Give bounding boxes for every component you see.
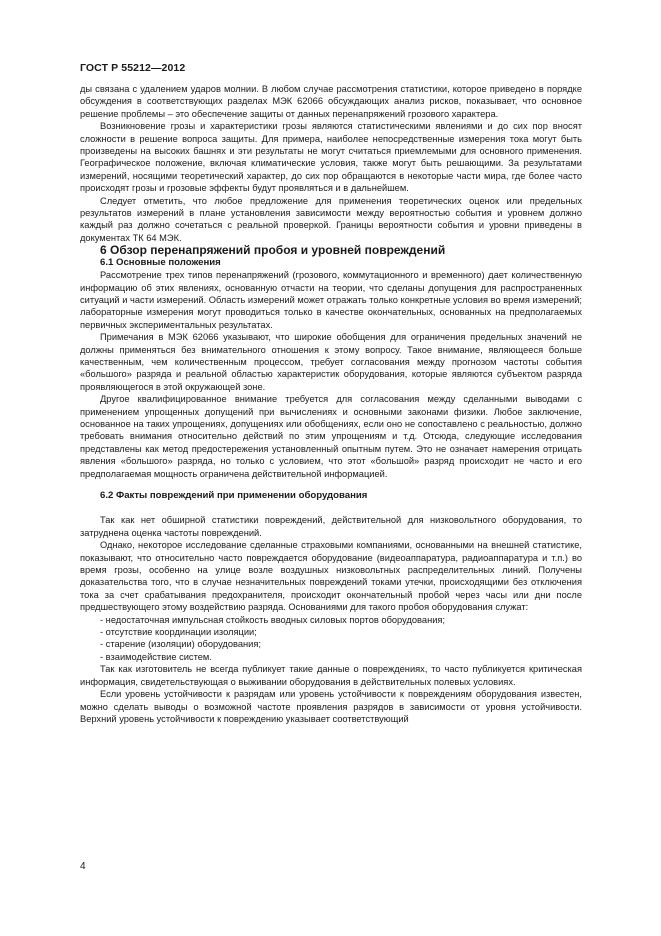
- document-body: [80, 83, 582, 725]
- paragraph: Так как изготовитель не всегда публикует такие данные о повреждениях, то часто публикуется критическая информация, свидетельствующая о выживании оборудования в действительных полевых условиях.: [80, 664, 582, 687]
- list-item: - отсутствие координации изоляции;: [100, 627, 257, 638]
- paragraph: Рассмотрение трех типов перенапряжений (грозового, коммутационного и временного) дает количественную информацию об этих явлениях, основанную отчасти на теории, что сделаны допущения для распространенных ситуаций и части измерений. Область измерений может отражать только конкретные условия во время измерений; лабораторные измерения могут проводиться только в качестве окончательных, основанных на предполагаемых первичных экспериментальных результатах.: [80, 270, 582, 330]
- list-item: - старение (изоляции) оборудования;: [100, 639, 261, 650]
- subsection-heading-6-2: 6.2 Факты повреждений при применении оборудования: [100, 490, 368, 501]
- paragraph: Другое квалифицированное внимание требуется для согласования между сделанными выводами с применением упрощенных допущений при вычислениях и основными законами физики. Любое заключение, основанное на таких упрощениях, допущениях или обобщениях, если оно не сопоставлено с реальностью, должно требовать внимания относительно действий по этим упрощениям и т.д. Отсюда, следующие исследования представлены как метод предостережения установленный опытным путем. Это не означает намерения отрицать явления «большого» разряда, но только с условием, что этот «большой» разряд происходит не часто и его предполагаемая мощность ограничена действительной информацией.: [80, 394, 582, 479]
- list-item: - взаимодействие систем.: [100, 651, 212, 662]
- paragraph: Примечания в МЭК 62066 указывают, что широкие обобщения для ограничения предельных значений не должны применяться без внимательного отношения к этому вопросу. Такое внимание, являющееся больше качественным, чем количественным процессом, требует согласования между прогнозом частоты события «большого» разряда и реальной областью характеристик оборудования, которые являются субъектом разряда проявляющегося в этой окружающей зоне.: [80, 332, 582, 392]
- paragraph: Так как нет обширной статистики повреждений, действительной для низковольтного оборудования, то затруднена оценка частоты повреждений.: [80, 515, 582, 538]
- standard-header: ГОСТ Р 55212—2012: [80, 62, 186, 74]
- paragraph: Следует отметить, что любое предложение для применения теоретических оценок или предельных результатов измерений в плане установления зависимости между вероятностью события и уровнем должно каждый раз должно сочетаться с реальной проверкой. Границы вероятности события и уровни приведены в документах ТК 64 МЭК.: [80, 195, 582, 243]
- paragraph: Если уровень устойчивости к разрядам или уровень устойчивости к повреждениям оборудования известен, можно сделать выводы о возможной частоте проявления разрядов в зависимости от уровня устойчивости. Верхний уровень устойчивости к повреждению указывает соответствующий: [80, 689, 582, 724]
- paragraph: Возникновение грозы и характеристики грозы являются статистическими явлениями и до сих пор вносят сложности в решение вопроса защиты. Для примера, наиболее непосредственные измерения тока могут быть произведены на высоких башнях и эти результаты не могут считаться приемлемыми для основного применения. Географическое положение, включая климатические условия, также могут быть решающими. За результатами измерений, носящими теоретический характер, до сих пор обращаются в некоторые части мира, где более часто происходят грозы и грозовые эффекты будут проявляться и в дальнейшем.: [80, 121, 582, 194]
- paragraph: Однако, некоторое исследование сделанные страховыми компаниями, основанными на внешней статистике, показывают, что относительно часто повреждается оборудование (видеоаппаратура, радиоаппаратура и т.п.) во время грозы, особенно на улице возле воздушных низковольтных распределительных линий. Получены доказательства того, что в случае незначительных повреждений токами утечки, происходящими без отключения тока за счет срабатывания предохранителя, происходит окончательный пробой через часы или дни после предшествующего этому воздействию разряда. Основаниями для такого пробоя оборудования служат:: [80, 540, 582, 613]
- paragraph: ды связана с удалением ударов молнии. В любом случае рассмотрения статистики, которое приведено в порядке обсуждения в соответствующих разделах МЭК 62066 обсуждающих анализ рисков, показывает, что основное решение проблемы – это обеспечение защиты от данных перенапряжений грозового характера.: [80, 84, 582, 119]
- section-heading-6: 6 Обзор перенапряжений пробоя и уровней повреждений: [100, 243, 446, 258]
- list-item: - недостаточная импульсная стойкость вводных силовых портов оборудования;: [100, 614, 446, 625]
- subsection-heading-6-1: 6.1 Основные положения: [100, 256, 221, 268]
- page-number: 4: [80, 861, 86, 872]
